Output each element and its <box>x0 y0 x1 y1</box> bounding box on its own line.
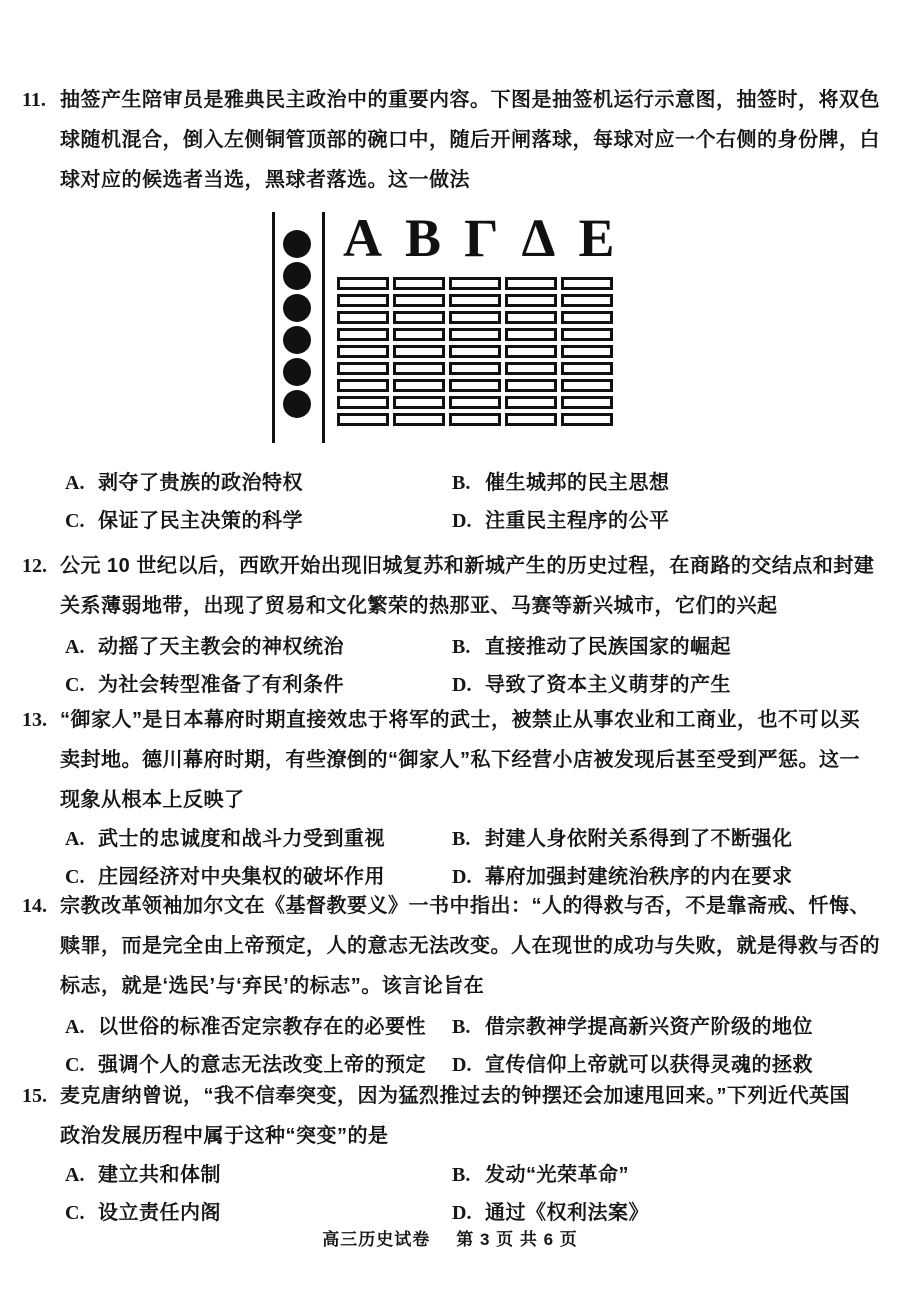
option-label: A. <box>65 472 85 494</box>
question-line <box>22 740 880 780</box>
footer-exam-title: 高三历史试卷 <box>322 1230 431 1249</box>
option-label: D. <box>452 510 472 532</box>
option-label: C. <box>65 1054 85 1076</box>
option-label: A. <box>65 636 85 658</box>
id-plate-slot <box>449 311 501 324</box>
question-line <box>22 886 880 926</box>
option-d <box>452 666 880 704</box>
option-text: 庄园经济对中央集权的破坏作用 <box>98 866 385 888</box>
id-plate-slot <box>449 413 501 426</box>
option-text: 剥夺了贵族的政治特权 <box>98 472 303 494</box>
id-plate-slot <box>393 379 445 392</box>
option-text: 直接推动了民族国家的崛起 <box>485 636 731 658</box>
page-footer <box>0 1228 900 1252</box>
question-text-line: 赎罪，而是完全由上帝预定，人的意志无法改变。人在现世的成功与失败，就是得救与否的 <box>60 935 880 957</box>
id-plate-slot <box>449 396 501 409</box>
id-plate-slot <box>337 294 389 307</box>
question-number: 15. <box>22 1085 47 1107</box>
option-text: 催生城邦的民主思想 <box>485 472 670 494</box>
question-11 <box>22 80 880 540</box>
question-text-line: 宗教改革领袖加尔文在《基督教要义》一书中指出：“人的得救与否，不是靠斋戒、忏悔、 <box>60 895 870 917</box>
id-plate-slot <box>505 277 557 290</box>
id-plate-slot <box>505 396 557 409</box>
id-plate-slot <box>393 328 445 341</box>
question-line <box>22 546 880 586</box>
option-c <box>65 1194 452 1232</box>
option-d <box>452 502 880 540</box>
option-b <box>452 820 880 858</box>
option-text: 宣传信仰上帝就可以获得灵魂的拯救 <box>485 1054 813 1076</box>
greek-letter-delta: Δ <box>521 208 556 268</box>
id-plate-slot <box>449 379 501 392</box>
option-text: 以世俗的标准否定宗教存在的必要性 <box>98 1016 426 1038</box>
question-line <box>22 160 880 200</box>
option-text: 为社会转型准备了有利条件 <box>98 674 344 696</box>
option-b <box>452 1156 880 1194</box>
option-b <box>452 464 880 502</box>
id-plate-slot <box>337 362 389 375</box>
option-label: A. <box>65 828 85 850</box>
id-plate-slot <box>561 311 613 324</box>
option-c <box>65 666 452 704</box>
option-label: B. <box>452 472 471 494</box>
option-text: 武士的忠诚度和战斗力受到重视 <box>98 828 385 850</box>
id-plate-slot <box>393 413 445 426</box>
id-plate-slot <box>393 277 445 290</box>
option-a <box>65 1156 452 1194</box>
id-plate-slot <box>505 345 557 358</box>
option-a <box>65 1008 452 1046</box>
question-number: 11. <box>22 89 46 111</box>
option-label: A. <box>65 1164 85 1186</box>
slots-grid <box>337 277 613 426</box>
id-plate-slot <box>505 379 557 392</box>
option-label: B. <box>452 1164 471 1186</box>
id-plate-slot <box>337 328 389 341</box>
option-text: 借宗教神学提高新兴资产阶级的地位 <box>485 1016 813 1038</box>
options-grid <box>22 1008 880 1084</box>
id-plate-slot <box>337 277 389 290</box>
question-line <box>22 700 880 740</box>
question-line <box>22 80 880 120</box>
id-plate-slot <box>449 362 501 375</box>
id-plate-slot <box>505 328 557 341</box>
question-14 <box>22 886 880 1084</box>
id-plate-slot <box>393 396 445 409</box>
option-label: C. <box>65 674 85 696</box>
option-label: D. <box>452 674 472 696</box>
balls-column <box>283 230 311 418</box>
kleroterion-diagram <box>272 208 622 448</box>
option-label: C. <box>65 866 85 888</box>
id-plate-slot <box>561 345 613 358</box>
question-number: 12. <box>22 555 47 577</box>
id-plate-slot <box>561 362 613 375</box>
question-line <box>22 966 880 1006</box>
option-text: 保证了民主决策的科学 <box>98 510 303 532</box>
question-text-line: 标志，就是‘选民’与‘弃民’的标志”。该言论旨在 <box>60 975 485 997</box>
question-text-line: 政治发展历程中属于这种“突变”的是 <box>60 1125 389 1147</box>
option-label: D. <box>452 866 472 888</box>
option-a <box>65 820 452 858</box>
option-text: 导致了资本主义萌芽的产生 <box>485 674 731 696</box>
option-text: 强调个人的意志无法改变上帝的预定 <box>98 1054 426 1076</box>
question-line <box>22 1076 880 1116</box>
question-text-line: 现象从根本上反映了 <box>60 789 245 811</box>
options-grid <box>22 820 880 896</box>
question-text-line: 抽签产生陪审员是雅典民主政治中的重要内容。下图是抽签机运行示意图，抽签时，将双色 <box>60 89 880 111</box>
id-plate-slot <box>561 277 613 290</box>
lottery-ball <box>283 326 311 354</box>
footer-page-info: 第 3 页 共 6 页 <box>456 1230 578 1249</box>
greek-letter-gamma: Γ <box>464 208 499 268</box>
question-number: 14. <box>22 895 47 917</box>
option-text: 设立责任内阁 <box>98 1202 221 1224</box>
option-label: B. <box>452 1016 471 1038</box>
id-plate-slot <box>337 413 389 426</box>
options-grid <box>22 1156 880 1232</box>
option-label: D. <box>452 1202 472 1224</box>
tube-right-line <box>322 212 325 443</box>
question-line <box>22 586 880 626</box>
id-plate-slot <box>393 362 445 375</box>
id-plate-slot <box>449 328 501 341</box>
lottery-ball <box>283 294 311 322</box>
lottery-ball <box>283 390 311 418</box>
question-text-line: 麦克唐纳曾说，“我不信奉突变，因为猛烈推过去的钟摆还会加速甩回来。”下列近代英国 <box>60 1085 850 1107</box>
option-text: 幕府加强封建统治秩序的内在要求 <box>485 866 793 888</box>
id-plate-slot <box>393 294 445 307</box>
question-13 <box>22 700 880 896</box>
question-text-line: 卖封地。德川幕府时期，有些潦倒的“御家人”私下经营小店被发现后甚至受到严惩。这一 <box>60 749 860 771</box>
option-label: C. <box>65 510 85 532</box>
id-plate-slot <box>337 345 389 358</box>
question-text-line: 关系薄弱地带，出现了贸易和文化繁荣的热那亚、马赛等新兴城市，它们的兴起 <box>60 595 778 617</box>
greek-letter-alpha: Α <box>343 208 383 268</box>
option-text: 通过《权利法案》 <box>485 1202 649 1224</box>
option-d <box>452 1194 880 1232</box>
option-label: A. <box>65 1016 85 1038</box>
id-plate-slot <box>505 294 557 307</box>
id-plate-slot <box>393 311 445 324</box>
options-grid <box>22 628 880 704</box>
question-number: 13. <box>22 709 47 731</box>
id-plate-slot <box>505 413 557 426</box>
option-a <box>65 464 452 502</box>
id-plate-slot <box>561 396 613 409</box>
question-line <box>22 1116 880 1156</box>
question-line <box>22 926 880 966</box>
option-label: C. <box>65 1202 85 1224</box>
id-plate-slot <box>561 379 613 392</box>
option-label: B. <box>452 828 471 850</box>
id-plate-slot <box>449 294 501 307</box>
id-plate-slot <box>449 345 501 358</box>
option-b <box>452 1008 880 1046</box>
option-label: D. <box>452 1054 472 1076</box>
option-a <box>65 628 452 666</box>
question-text-line: 球对应的候选者当选，黑球者落选。这一做法 <box>60 169 470 191</box>
id-plate-slot <box>393 345 445 358</box>
question-15 <box>22 1076 880 1232</box>
lottery-ball <box>283 358 311 386</box>
greek-letter-epsilon: Ε <box>578 208 615 268</box>
option-text: 封建人身依附关系得到了不断强化 <box>485 828 793 850</box>
option-label: B. <box>452 636 471 658</box>
lottery-ball <box>283 262 311 290</box>
option-text: 发动“光荣革命” <box>485 1164 629 1186</box>
option-text: 动摇了天主教会的神权统治 <box>98 636 344 658</box>
option-text: 注重民主程序的公平 <box>485 510 670 532</box>
id-plate-slot <box>337 311 389 324</box>
id-plate-slot <box>561 294 613 307</box>
question-line <box>22 780 880 820</box>
id-plate-slot <box>561 328 613 341</box>
question-12 <box>22 546 880 704</box>
id-plate-slot <box>449 277 501 290</box>
id-plate-slot <box>337 396 389 409</box>
option-c <box>65 502 452 540</box>
option-text: 建立共和体制 <box>98 1164 221 1186</box>
options-grid <box>22 464 880 540</box>
id-plate-slot <box>337 379 389 392</box>
greek-letters-row <box>343 208 615 268</box>
question-text-line: 公元 10 世纪以后，西欧开始出现旧城复苏和新城产生的历史过程，在商路的交结点和封建 <box>60 555 875 577</box>
option-b <box>452 628 880 666</box>
id-plate-slot <box>561 413 613 426</box>
id-plate-slot <box>505 311 557 324</box>
id-plate-slot <box>505 362 557 375</box>
question-text-line: “御家人”是日本幕府时期直接效忠于将军的武士，被禁止从事农业和工商业，也不可以买 <box>60 709 860 731</box>
greek-letter-beta: Β <box>405 208 442 268</box>
lottery-ball <box>283 230 311 258</box>
question-line <box>22 120 880 160</box>
tube-left-line <box>272 212 275 443</box>
question-text-line: 球随机混合，倒入左侧铜管顶部的碗口中，随后开闸落球，每球对应一个右侧的身份牌，白 <box>60 129 880 151</box>
